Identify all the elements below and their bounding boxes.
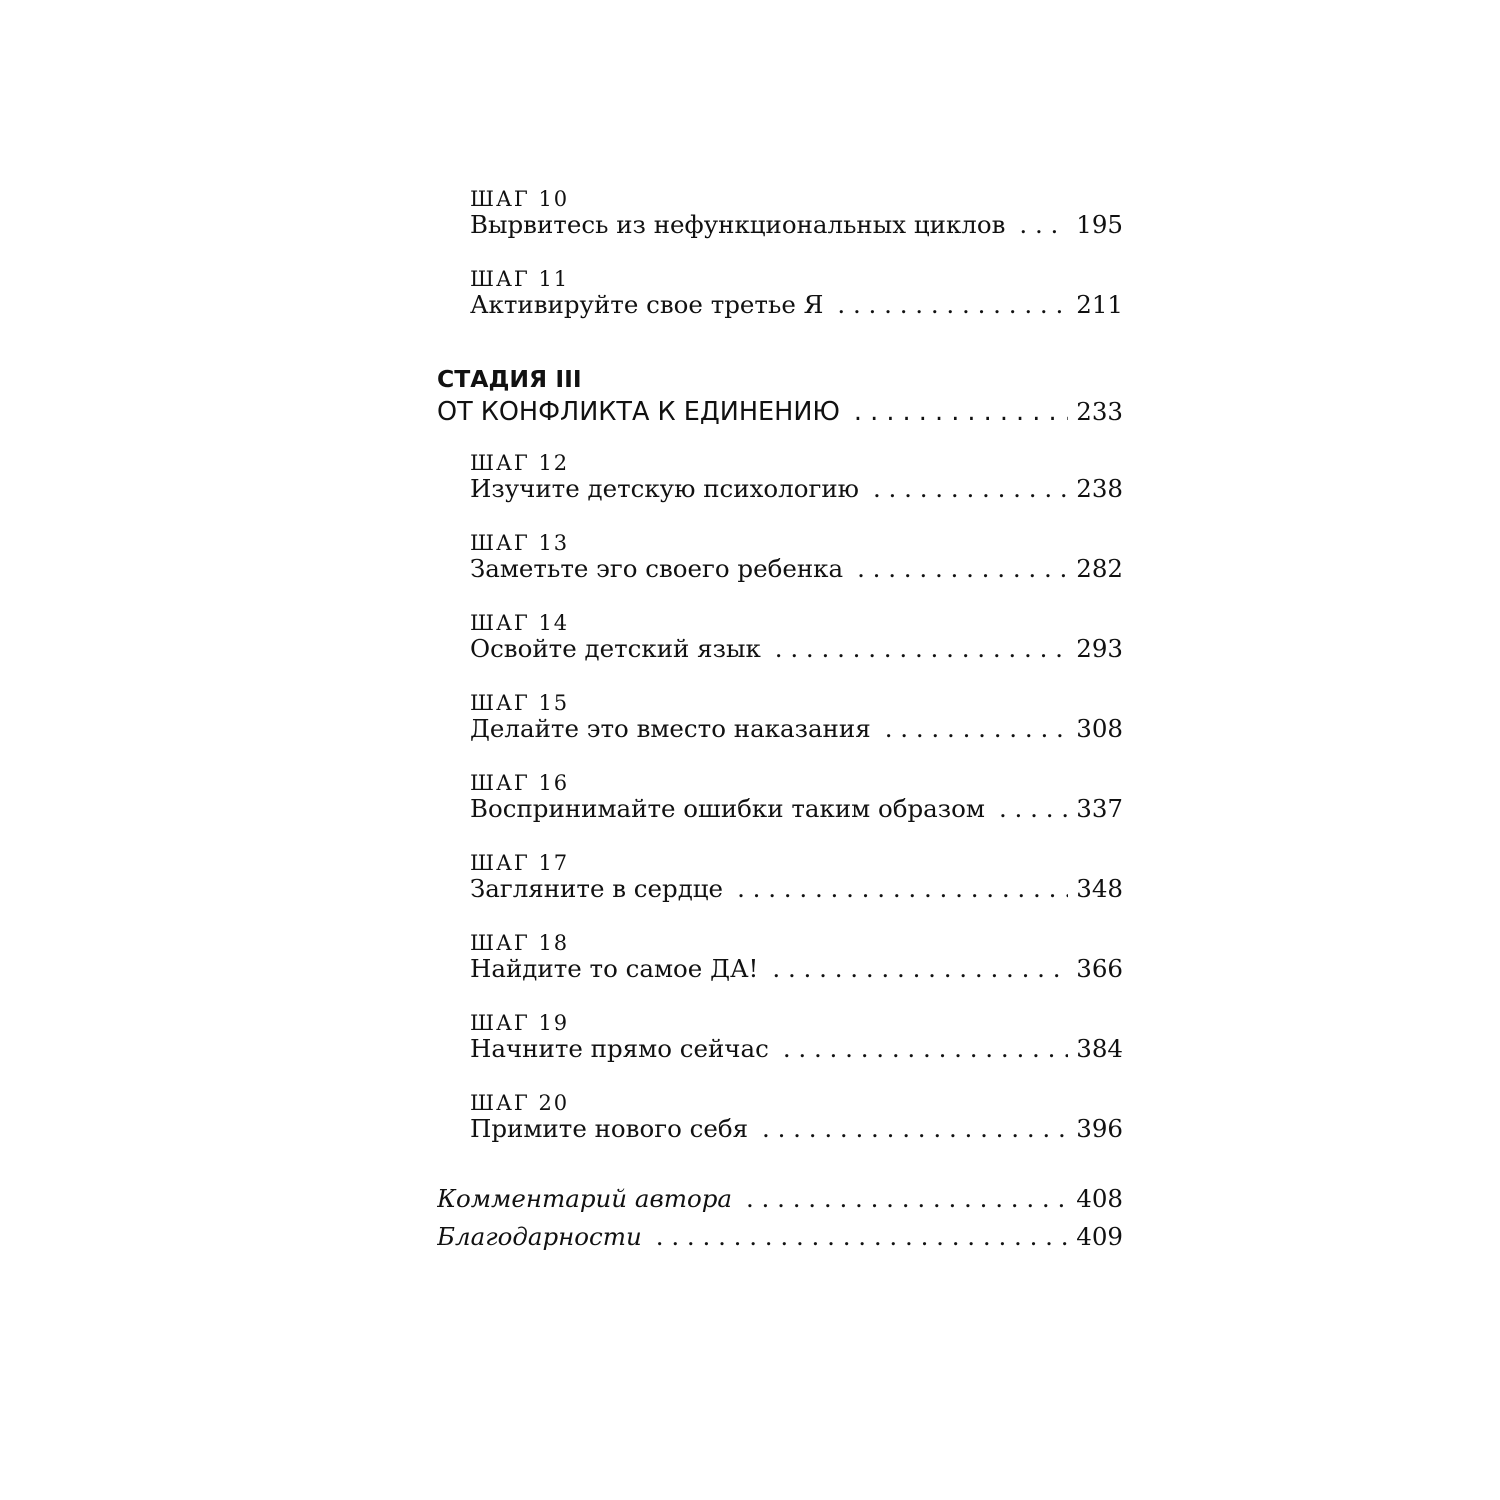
dot-leader — [857, 552, 1068, 586]
toc-step-16[interactable] — [437, 760, 1123, 826]
dot-leader — [1019, 208, 1068, 242]
entry-title: Благодарности — [437, 1222, 642, 1251]
page-number: 233 — [1076, 397, 1123, 426]
page-number: 409 — [1076, 1222, 1123, 1251]
toc-back-matter — [437, 1180, 1123, 1256]
toc-entry — [470, 872, 1123, 906]
toc-entry — [470, 792, 1123, 826]
step-title: Вырвитесь из нефункциональных циклов — [470, 210, 1006, 239]
dot-leader — [783, 1032, 1068, 1066]
toc-entry — [470, 712, 1123, 746]
step-label: ШАГ 12 — [470, 451, 570, 475]
step-title: Изучите детскую психологию — [470, 474, 859, 503]
step-title: Найдите то самое ДА! — [470, 954, 759, 983]
toc-entry — [470, 952, 1123, 986]
step-title: Загляните в сердце — [470, 874, 724, 903]
toc-step-11[interactable] — [437, 256, 1123, 322]
stage-steps-list — [437, 440, 1123, 1146]
toc-entry — [470, 472, 1123, 506]
toc-entry — [470, 288, 1123, 322]
step-label: ШАГ 15 — [470, 691, 570, 715]
toc-entry — [470, 552, 1123, 586]
step-label: ШАГ 11 — [470, 267, 570, 291]
toc-stage-3 — [437, 364, 1123, 1146]
page-number: 211 — [1076, 290, 1123, 319]
step-label: ШАГ 18 — [470, 931, 570, 955]
dot-leader — [746, 1180, 1068, 1218]
stage-entry[interactable] — [437, 394, 1123, 430]
dot-leader — [837, 288, 1068, 322]
toc-step-15[interactable] — [437, 680, 1123, 746]
toc-entry — [470, 208, 1123, 242]
page-number: 308 — [1076, 714, 1123, 743]
step-label: ШАГ 10 — [470, 187, 570, 211]
step-title: Примите нового себя — [470, 1114, 749, 1143]
step-label: ШАГ 14 — [470, 611, 570, 635]
toc-step-18[interactable] — [437, 920, 1123, 986]
toc-entry-author-comment[interactable] — [437, 1180, 1123, 1218]
page-number: 293 — [1076, 634, 1123, 663]
stage-label: СТАДИЯ III — [437, 365, 582, 393]
step-title: Освойте детский язык — [470, 634, 761, 663]
page-number: 238 — [1076, 474, 1123, 503]
step-label: ШАГ 19 — [470, 1011, 570, 1035]
step-label: ШАГ 17 — [470, 851, 570, 875]
step-label: ШАГ 20 — [470, 1091, 570, 1115]
stage-title: ОТ КОНФЛИКТА К ЕДИНЕНИЮ — [437, 397, 840, 427]
step-title: Начните прямо сейчас — [470, 1034, 769, 1063]
page-number: 366 — [1076, 954, 1123, 983]
toc-step-14[interactable] — [437, 600, 1123, 666]
toc-step-19[interactable] — [437, 1000, 1123, 1066]
toc-entry-acknowledgements[interactable] — [437, 1218, 1123, 1256]
page-number: 408 — [1076, 1184, 1123, 1213]
step-label: ШАГ 16 — [470, 771, 570, 795]
toc-step-20[interactable] — [437, 1080, 1123, 1146]
dot-leader — [762, 1112, 1068, 1146]
dot-leader — [772, 952, 1068, 986]
page-number: 348 — [1076, 874, 1123, 903]
step-title: Активируйте свое третье Я — [470, 290, 824, 319]
step-label: ШАГ 13 — [470, 531, 570, 555]
toc-entry — [470, 632, 1123, 666]
toc-step-12[interactable] — [437, 440, 1123, 506]
page-number: 195 — [1076, 210, 1123, 239]
toc-entry — [470, 1032, 1123, 1066]
dot-leader — [737, 872, 1068, 906]
page-number: 384 — [1076, 1034, 1123, 1063]
step-title: Делайте это вместо наказания — [470, 714, 871, 743]
page-number: 282 — [1076, 554, 1123, 583]
toc-step-17[interactable] — [437, 840, 1123, 906]
dot-leader — [999, 792, 1068, 826]
toc-step-10[interactable] — [437, 176, 1123, 242]
table-of-contents — [437, 176, 1123, 1256]
dot-leader — [885, 712, 1069, 746]
dot-leader — [775, 632, 1068, 666]
toc-step-13[interactable] — [437, 520, 1123, 586]
toc-entry — [470, 1112, 1123, 1146]
dot-leader — [656, 1218, 1068, 1256]
page-number: 396 — [1076, 1114, 1123, 1143]
entry-title: Комментарий автора — [437, 1184, 732, 1213]
dot-leader — [873, 472, 1068, 506]
step-title: Заметьте эго своего ребенка — [470, 554, 844, 583]
step-title: Воспринимайте ошибки таким образом — [470, 794, 985, 823]
dot-leader — [854, 394, 1068, 430]
page-number: 337 — [1076, 794, 1123, 823]
